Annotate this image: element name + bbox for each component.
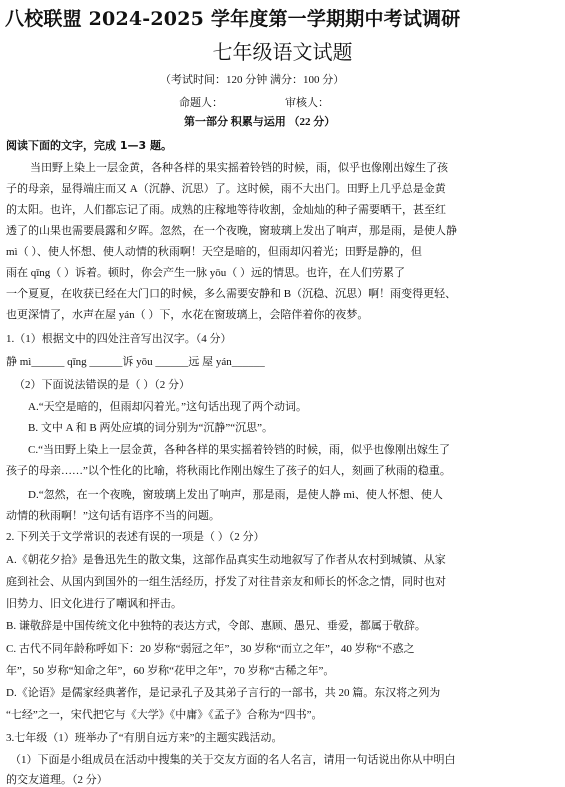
passage-line: 雨在 qīng（ ）诉着。顿时，你会产生一脉 yōu（ ）远的情思。也许，在人们劳累了 <box>6 267 406 279</box>
option-c-continued: 年”，50 岁称“知命之年”，60 岁称“花甲之年”，70 岁称“古稀之年”。 <box>6 665 335 677</box>
option-b: B. 谦敬辞是中国传统文化中独特的表达方式，令郎、惠顾、愚兄、垂爱，都属于敬辞。 <box>6 620 426 632</box>
exam-info: （考试时间：120 分钟 满分：100 分） <box>160 74 345 86</box>
passage-line: 透了的山果也需要晨露和夕晖。忽然，在一个夜晚，窗玻璃上发出了响声，那是雨，是使人静 <box>6 225 457 237</box>
reviewer-label: 审核人： <box>285 97 329 109</box>
option-d: D.《论语》是儒家经典著作，是记录孔子及其弟子言行的一部书，共 20 篇。东汉将之列为 <box>6 687 441 699</box>
passage-line: 也更深情了，水声在屋 yán（ ）下，水花在窗玻璃上，会陪伴着你的夜梦。 <box>6 309 369 321</box>
question-sub: （1）下面是小组成员在活动中搜集的关于交友方面的名人名言，请用一句话说出你从中明白 <box>10 754 456 766</box>
passage-line: 一个夏夏，在收获已经在大门口的时候，多么需要安静和 B（沉稳、沉思）啊！雨变得更轻、 <box>6 288 457 300</box>
option-b: B. 文中 A 和 B 两处应填的词分别为“沉静”“沉思”。 <box>28 422 274 434</box>
passage-line: 子的母亲，显得端庄而又 A（沉静、沉思）了。这时候，雨不大出门。田野上几乎总是金黄 <box>6 183 446 195</box>
option-c-continued: 孩子的母亲……”以个性化的比喻，将秋雨比作刚出嫁生了孩子的妇人，刻画了秋雨的稳重。 <box>6 465 451 477</box>
option-c: C.“当田野上染上一层金黄，各种各样的果实摇着铃铛的时候，雨，似乎也像刚出嫁生了 <box>28 444 450 456</box>
question-stem: 1.（1）根据文中的四处注音写出汉字。（4 分） <box>6 333 232 345</box>
question-sub-continued: 的交友道理。（2 分） <box>6 774 108 786</box>
passage-instruction: 阅读下面的文字，完成 1—3 题。 <box>6 139 172 152</box>
setter-label: 命题人： <box>179 97 223 109</box>
passage-line: 当田野上染上一层金黄，各种各样的果实摇着铃铛的时候，雨，似乎也像刚出嫁生了孩 <box>30 162 448 174</box>
pinyin-blanks: 静 mì______ qīng ______诉 yōu ______远 屋 yán______ <box>6 356 265 368</box>
question-stem: 2. 下列关于文学常识的表述有误的一项是（ ）（2 分） <box>6 531 265 543</box>
option-a-continued: 庭到社会、从国内到国外的一组生活经历，抒发了对往昔亲友和师长的怀念之情，同时也对 <box>6 576 446 588</box>
passage-line: mì（ ）、使人怀想、使人动情的秋雨啊！天空是暗的，但雨却闪着光；田野是静的，但 <box>6 246 422 258</box>
passage-line: 的太阳。也许，人们都忘记了雨。成熟的庄稼地等待收割，金灿灿的种子需要晒干，甚至红 <box>6 204 446 216</box>
option-a: A.《朝花夕拾》是鲁迅先生的散文集，这部作品真实生动地叙写了作者从农村到城镇、从家 <box>6 554 446 566</box>
option-d-continued: “七经”之一，宋代把它与《大学》《中庸》《孟子》合称为“四书”。 <box>6 709 323 721</box>
option-d-continued: 动情的秋雨啊！”这句话有语序不当的问题。 <box>6 510 220 522</box>
option-d: D.“忽然，在一个夜晚，窗玻璃上发出了响声，那是雨，是使人静 mì、使人怀想、使人 <box>28 489 443 501</box>
option-a-continued: 旧势力、旧文化进行了嘲讽和抨击。 <box>6 598 182 610</box>
exam-title: 八校联盟 2024-2025 学年度第一学期期中考试调研 <box>5 8 461 30</box>
exam-subtitle: 七年级语文试题 <box>212 42 353 64</box>
question-stem: 3.七年级（1）班举办了“有朋自远方来”的主题实践活动。 <box>6 732 283 744</box>
question-stem: （2）下面说法错误的是（ ）（2 分） <box>14 379 190 391</box>
part-heading: 第一部分 积累与运用 （22 分） <box>184 116 336 128</box>
option-a: A.“天空是暗的，但雨却闪着光。”这句话出现了两个动词。 <box>28 401 307 413</box>
option-c: C. 古代不同年龄称呼如下：20 岁称“弱冠之年”，30 岁称“而立之年”，40 岁称“不惑之 <box>6 643 415 655</box>
